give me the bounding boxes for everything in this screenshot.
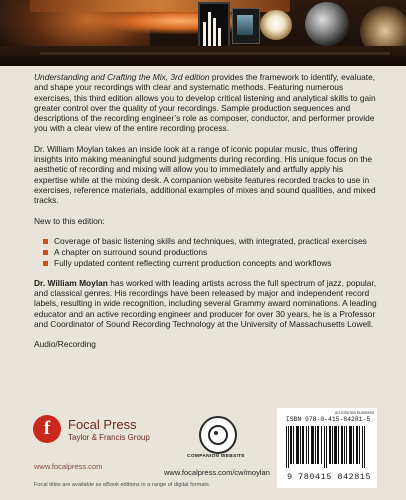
- new-edition-heading: New to this edition:: [34, 215, 105, 226]
- book-title: Understanding and Crafting the Mix, 3rd edition: [34, 72, 210, 82]
- intro-text: provides the framework to identify, evaluate, and shape your recordings with clear and systematic methods. Featuring numerous exercises, this third edition allows you to develop critical listening and analytical skills to gain greater control over the quality of your recordings. Sample production sequences and descriptions of the recording engineer’s role as composer, conductor, and performer provide you with a clear view of the entire recording process.: [34, 72, 376, 134]
- list-item-text: A chapter on surround sound productions: [54, 247, 208, 258]
- body-paragraph: Dr. William Moylan takes an inside look at a range of iconic popular music, thus offering insights into making meaningful sound judgments during recording. His unique focus on the aesthetic of recording and mixing will allow you to immediately and artfully apply his expertise while at the mixing desk. A companion website features recorded tracks to use in exercises, reference materials, additional examples of mixes and sound qualities, and mixed tracks.: [34, 143, 376, 206]
- list-item: [43, 258, 378, 268]
- author-bio: has worked with leading artists across the full spectrum of jazz, popular, and classical genres. His recordings have been released by major and independent record labels, resulting in wide recognition, including several Grammy award nominations. A leading educator and an active recording engineer and producer for over 30 years, he is a Professor and Coordinator of Sound Recording Technology at the University of Massachusetts Lowell.: [34, 277, 377, 329]
- publisher-group: Taylor & Francis Group: [68, 433, 150, 442]
- hero-lamp: [260, 10, 292, 40]
- publisher-url[interactable]: www.focalpress.com: [34, 462, 103, 471]
- back-cover-copy: [34, 72, 378, 350]
- bullet-icon: [43, 239, 48, 244]
- hero-level-meter: [232, 8, 260, 44]
- intro-paragraph: [34, 72, 378, 134]
- companion-url[interactable]: www.focalpress.com/cw/moylan: [164, 468, 270, 477]
- isbn-label: ISBN 978-0-415-84281-5: [285, 416, 371, 423]
- list-item-text: Fully updated content reflecting current production concepts and workflows: [54, 258, 332, 269]
- hero-monitor-screen: [198, 2, 230, 50]
- hero-speaker: [305, 2, 349, 46]
- hero-console-base: [0, 46, 406, 66]
- publisher-name: Focal Press: [68, 417, 137, 432]
- hero-meter-bar: [213, 18, 216, 46]
- hero-meter-bar: [203, 22, 206, 46]
- companion-seal-label: COMPANION WEBSITE: [187, 454, 245, 459]
- bullet-icon: [43, 250, 48, 255]
- barcode-icon: [286, 426, 366, 468]
- focal-press-logo-icon: f: [33, 415, 61, 443]
- bullet-icon: [43, 261, 48, 266]
- hero-studio-photo: [0, 0, 406, 66]
- hero-console-stripe: [40, 52, 390, 55]
- barcode-imprint: an informa business: [335, 410, 375, 415]
- list-item: [43, 236, 378, 246]
- book-category: Audio/Recording: [34, 339, 96, 350]
- list-item: [43, 247, 378, 257]
- hero-meter-bar: [218, 28, 221, 46]
- author-paragraph: [34, 278, 378, 329]
- new-edition-list: [34, 236, 378, 269]
- list-item-text: Coverage of basic listening skills and techniques, with integrated, practical exercises: [54, 235, 367, 246]
- ebook-note: Focal titles are available as eBook editions in a range of digital formats: [34, 482, 209, 488]
- hero-meter-bar: [208, 12, 211, 46]
- author-name: Dr. William Moylan: [34, 277, 108, 288]
- cover-footer: [0, 408, 406, 500]
- companion-website-icon: [199, 416, 237, 454]
- barcode-number: 9 780415 842815: [286, 472, 371, 482]
